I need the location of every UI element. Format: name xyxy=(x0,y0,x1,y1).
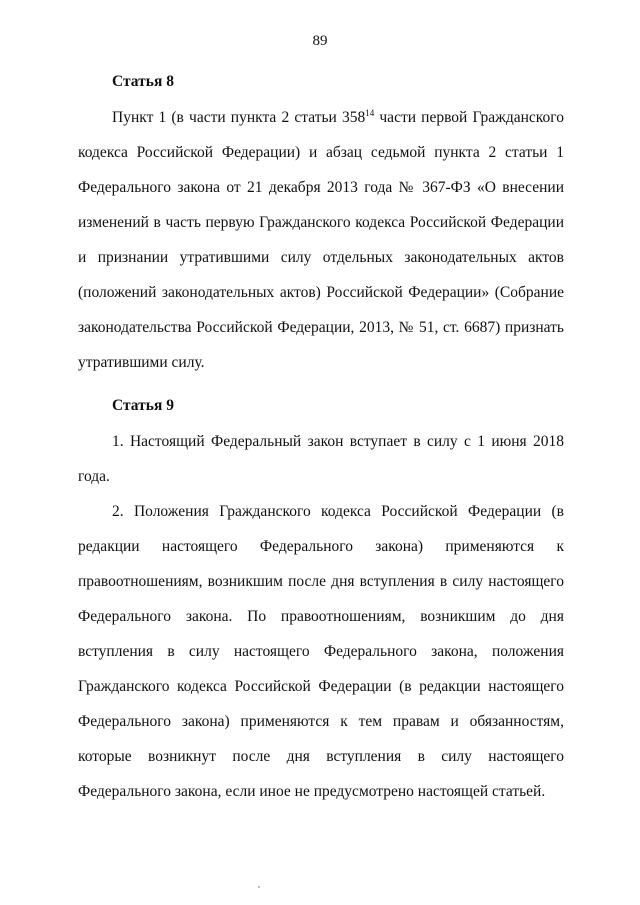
article-9-paragraph-1: 1. Настоящий Федеральный закон вступает в силу с 1 июня 2018 года. xyxy=(78,433,564,485)
superscript-14: 14 xyxy=(365,108,375,118)
article-8-text xyxy=(78,100,564,380)
section-gap xyxy=(78,380,564,388)
article-8-heading: Статья 8 xyxy=(112,73,174,90)
article-9-heading: Статья 9 xyxy=(112,397,174,414)
scan-speck xyxy=(258,886,260,888)
article-9-paragraph-2: 2. Положения Гражданского кодекса Российской Федерации (в редакции настоящего Федерального закона) применяются к правоотношениям, возникшим после дня вступления в силу настоящего Федерального закона. По правоотношениям, возникшим до дня вступления в силу настоящего Федерального закона, положения Гражданского кодекса Российской Федерации (в редакции настоящего Федерального закона) применяются к тем правам и обязанностям, которые возникнут после дня вступления в силу настоящего Федерального закона, если иное не предусмотрено настоящей статьей. xyxy=(78,503,564,800)
article-8-text-end: части первой Гражданского кодекса Российской Федерации) и абзац седьмой пункта 2 статьи 1 Федерального закона от 21 декабря 2013 года № 367-ФЗ «О внесении изменений в часть первую Гражданского кодекса Российской Федерации и признании утратившими силу отдельных законодательных актов (положений законодательных актов) Российской Федерации» (Собрание законодательства Российской Федерации, 2013, № 51, ст. 6687) признать утратившими силу. xyxy=(78,109,564,371)
document-body xyxy=(78,64,564,809)
article-8-text-start: Пункт 1 (в части пункта 2 статьи 358 xyxy=(112,109,366,126)
page-number: 89 xyxy=(312,33,328,49)
